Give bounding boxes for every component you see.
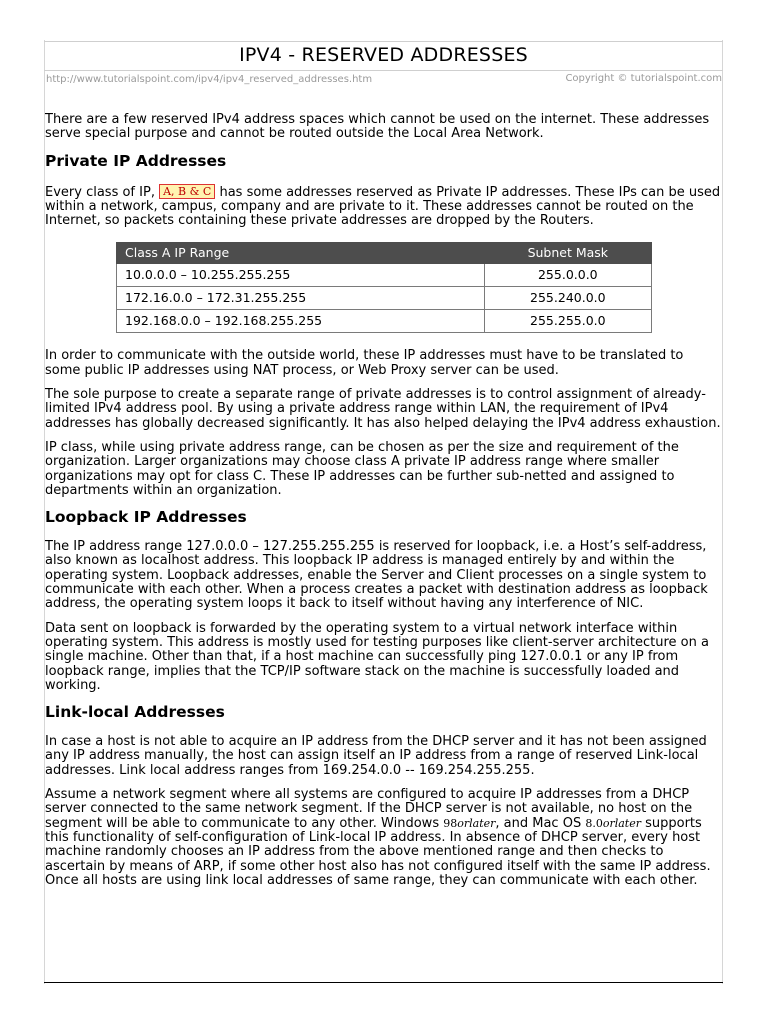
col-header-ip-range: Class A IP Range [117,243,485,264]
version-qualifier: orlater [457,816,496,830]
private-paragraph-1 [45,184,721,229]
private-ip-table [116,242,652,333]
loopback-heading: Loopback IP Addresses [45,508,247,527]
text-span: Every class of IP, [45,184,160,200]
private-paragraph-2: In order to communicate with the outside world, these IP addresses must have to be translated to some public IP addresses using NAT process, or Web Proxy server can be used. [45,348,684,378]
link-local-paragraph-1: In case a host is not able to acquire an IP address from the DHCP server and it has not been assigned any IP address manually, the host can assign itself an IP address from a range of reserved Link-local addresses. Link local address ranges from 169.254.0.0 -- 169.254.255.255. [45,734,707,778]
text-span: has some addresses reserved as Private IP addresses. These IPs can be used within a network, campus, company and are private to it. These addresses cannot be routed on the Internet, so packets containing these private addresses are dropped by the Routers. [45,184,721,229]
source-url-link[interactable]: http://www.tutorialspoint.com/ipv4/ipv4_reserved_addresses.htm [46,74,373,85]
version-qualifier: orlater [602,816,641,830]
table-row [117,310,652,333]
link-local-paragraph-2 [45,788,721,888]
private-paragraph-3: The sole purpose to create a separate range of private addresses is to control assignment of already-limited IPv4 address pool. By using a private address range within LAN, the requirement of IPv4 addresses has globally decreased significantly. It has also helped delaying the IPv4 address exhaustion. [45,387,721,431]
version-number: 8.0 [585,816,603,830]
article-body [45,113,721,898]
table-cell-range: 172.16.0.0 – 172.31.255.255 [117,287,485,310]
table-row [117,287,652,310]
col-header-subnet-mask: Subnet Mask [484,243,651,264]
copyright-notice: Copyright © tutorialspoint.com [565,73,722,84]
title-rule [44,70,723,71]
mac-os-version [585,817,641,830]
table-row [117,264,652,287]
table-cell-range: 10.0.0.0 – 10.255.255.255 [117,264,485,287]
private-paragraph-4: IP class, while using private address range, can be chosen as per the size and requirement of the organization. Larger organizations may choose class A private IP address range where smaller organizations may opt for class C. These IP addresses can be further sub-netted and assigned to departments within an organization. [45,439,679,498]
private-ip-heading: Private IP Addresses [45,151,227,170]
windows-version [443,817,495,830]
text-span: supports this functionality of self-configuration of Link-local IP address. In absence of DHCP server, every host machine randomly chooses an IP address from the above mentioned range and then checks to ascertain by means of ARP, if some other host also has not configured itself with the same IP address. Once all hosts are using link local addresses of same range, they can communicate with each other. [45,815,711,888]
ip-class-tag: A, B & C [159,184,215,199]
bottom-rule [44,982,723,983]
link-local-heading: Link-local Addresses [45,703,225,722]
text-span: Assume a network segment where all systems are configured to acquire IP addresses from a DHCP server connected to the same network segment. If the DHCP server is not available, no host on the segment will be able to communicate to any other. Windows [45,787,693,831]
table-cell-mask: 255.0.0.0 [484,264,651,287]
loopback-paragraph-1: The IP address range 127.0.0.0 – 127.255.255.255 is reserved for loopback, i.e. a Host’s self-address, also known as localhost address. This loopback IP address is managed entirely by and within the operating system. Loopback addresses, enable the Server and Client processes on a single system to communicate with each other. When a process creates a packet with destination address as loopback address, the operating system loops it back to itself without having any interference of NIC. [45,539,708,612]
table-cell-mask: 255.255.0.0 [484,310,651,333]
table-header-row [117,243,652,264]
loopback-paragraph-2: Data sent on loopback is forwarded by the operating system to a virtual network interface within operating system. This address is mostly used for testing purposes like client-server architecture on a single machine. Other than that, if a host machine can successfully ping 127.0.0.1 or any IP from loopback range, implies that the TCP/IP software stack on the machine is successfully loaded and working. [45,620,709,693]
intro-paragraph: There are a few reserved IPv4 address spaces which cannot be used on the internet. These addresses serve special purpose and cannot be routed outside the Local Area Network. [45,112,710,142]
text-span: , and Mac OS [495,815,586,831]
version-number: 98 [443,816,458,830]
page-title: IPV4 - RESERVED ADDRESSES [239,44,528,66]
table-cell-range: 192.168.0.0 – 192.168.255.255 [117,310,485,333]
table-cell-mask: 255.240.0.0 [484,287,651,310]
